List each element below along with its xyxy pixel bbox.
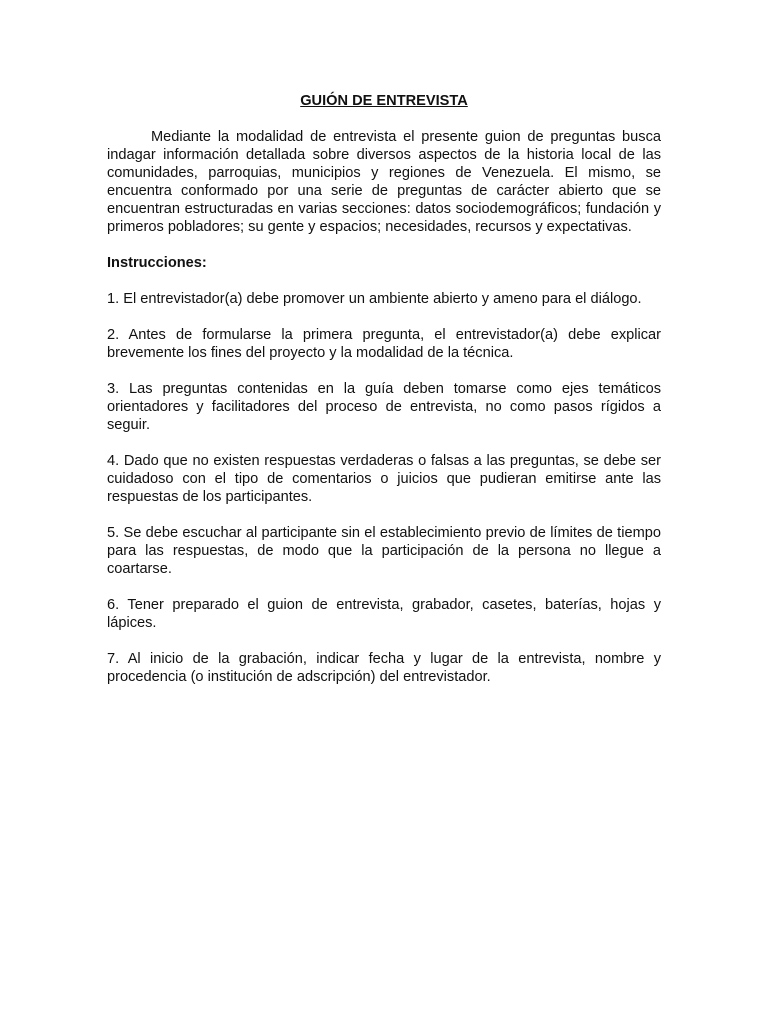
instructions-heading: Instrucciones: — [107, 255, 207, 271]
instruction-item-7: 7. Al inicio de la grabación, indicar fecha y lugar de la entrevista, nombre y procedencia (o institución de adscripción) del entrevistador. — [107, 651, 661, 685]
instruction-item-4: 4. Dado que no existen respuestas verdaderas o falsas a las preguntas, se debe ser cuidadoso con el tipo de comentarios o juicios que pudieran emitirse ante las respuestas de los participantes. — [107, 453, 661, 505]
document-page — [107, 92, 661, 704]
intro-paragraph: Mediante la modalidad de entrevista el presente guion de preguntas busca indagar información detallada sobre diversos aspectos de la historia local de las comunidades, parroquias, municipios y regiones de Venezuela. El mismo, se encuentra conformado por una serie de preguntas de carácter abierto que se encuentran estructuradas en varias secciones: datos sociodemográficos; fundación y primeros pobladores; su gente y espacios; necesidades, recursos y expectativas. — [107, 129, 661, 235]
instruction-item-5: 5. Se debe escuchar al participante sin el establecimiento previo de límites de tiempo para las respuestas, de modo que la participación de la persona no llegue a coartarse. — [107, 525, 661, 577]
instruction-item-6: 6. Tener preparado el guion de entrevista, grabador, casetes, baterías, hojas y lápices. — [107, 597, 661, 631]
instruction-item-2: 2. Antes de formularse la primera pregunta, el entrevistador(a) debe explicar brevemente los fines del proyecto y la modalidad de la técnica. — [107, 327, 661, 361]
instruction-item-1: 1. El entrevistador(a) debe promover un ambiente abierto y ameno para el diálogo. — [107, 291, 642, 307]
document-title: GUIÓN DE ENTREVISTA — [300, 93, 468, 109]
instruction-item-3: 3. Las preguntas contenidas en la guía deben tomarse como ejes temáticos orientadores y facilitadores del proceso de entrevista, no como pasos rígidos a seguir. — [107, 381, 661, 433]
